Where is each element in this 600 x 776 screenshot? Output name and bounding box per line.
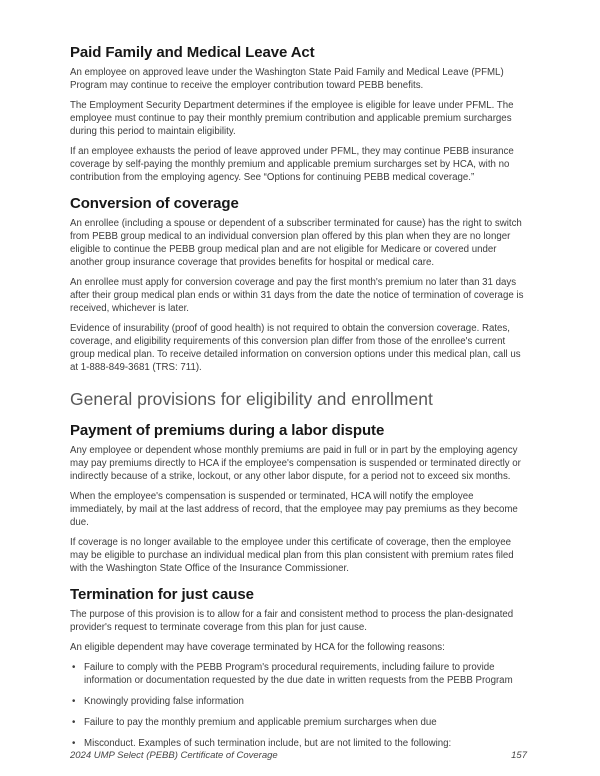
heading-payment-of-premiums-labor-dispute: Payment of premiums during a labor dispute (70, 421, 385, 439)
termination-reasons-list (72, 661, 527, 750)
footer-document-title: 2024 UMP Select (PEBB) Certificate of Coverage (70, 750, 278, 761)
list-item: • Knowingly providing false information (72, 695, 527, 708)
heading-paid-family-medical-leave: Paid Family and Medical Leave Act (70, 44, 315, 61)
list-item: • Failure to comply with the PEBB Program's procedural requirements, including failure to provide information or documentation requested by the due date in written requests from the PEBB Program (72, 661, 527, 687)
list-item: • Failure to pay the monthly premium and applicable premium surcharges when due (72, 716, 527, 729)
paragraph: The Employment Security Department determines if the employee is eligible for leave under PFML. The employee must continue to pay their monthly premium contribution and applicable premium surcharges during this period to maintain eligibility. (70, 100, 514, 137)
paragraph: Evidence of insurability (proof of good health) is not required to obtain the conversion coverage. Rates, coverage, and eligibility requirements of this conversion plan differ from those of the enrollee's current group medical plan. To receive detailed information on conversion options under this medical plan, call us at 1-888-849-3681 (TRS: 711). (70, 323, 521, 373)
paragraph: An eligible dependent may have coverage terminated by HCA for the following reasons: (70, 641, 445, 653)
heading-conversion-of-coverage: Conversion of coverage (70, 195, 239, 212)
paragraph: An enrollee must apply for conversion coverage and pay the first month's premium no later than 31 days after their group medical plan ends or within 31 days from the date the notice of termination of coverage is received, whichever is later. (70, 277, 524, 314)
paragraph: Any employee or dependent whose monthly premiums are paid in full or in part by the employing agency may pay premiums directly to HCA if the employee's compensation is suspended or terminated directly or indirectly because of a strike, lockout, or any other labor dispute, for a period not to exceed six months. (70, 444, 521, 482)
paragraph: If an employee exhausts the period of leave approved under PFML, they may continue PEBB insurance coverage by self-paying the monthly premium and applicable premium surcharges set by HCA, with no contribution from the employing agency. See “Options for continuing PEBB medical coverage.” (70, 146, 514, 183)
list-item: • Misconduct. Examples of such termination include, but are not limited to the following: (72, 737, 527, 750)
page-footer (70, 750, 527, 761)
paragraph: An enrollee (including a spouse or dependent of a subscriber terminated for cause) has the right to switch from PEBB group medical to an individual conversion plan offered by this plan when they are no longer eligible to continue the PEBB group medical plan and are not eligible for Medicare or covered under another group insurance coverage that provides benefits for hospital or medical care. (70, 218, 522, 268)
footer-page-number: 157 (511, 750, 527, 761)
paragraph: If coverage is no longer available to the employee under this certificate of coverage, then the employee may be eligible to purchase an individual medical plan from this plan consistent with premium rates filed with the Washington State Office of the Insurance Commissioner. (70, 536, 514, 574)
section-title-general-provisions: General provisions for eligibility and enrollment (70, 389, 433, 409)
paragraph: The purpose of this provision is to allow for a fair and consistent method to process the plan-designated provider's request to terminate coverage from this plan for just cause. (70, 608, 514, 633)
paragraph: An employee on approved leave under the Washington State Paid Family and Medical Leave (PFML) Program may continue to receive the employer contribution toward PEBB benefits. (70, 67, 504, 91)
paragraph: When the employee's compensation is suspended or terminated, HCA will notify the employee immediately, by mail at the last address of record, that the employee may pay premiums as they become due. (70, 490, 518, 528)
heading-termination-for-just-cause: Termination for just cause (70, 585, 254, 603)
